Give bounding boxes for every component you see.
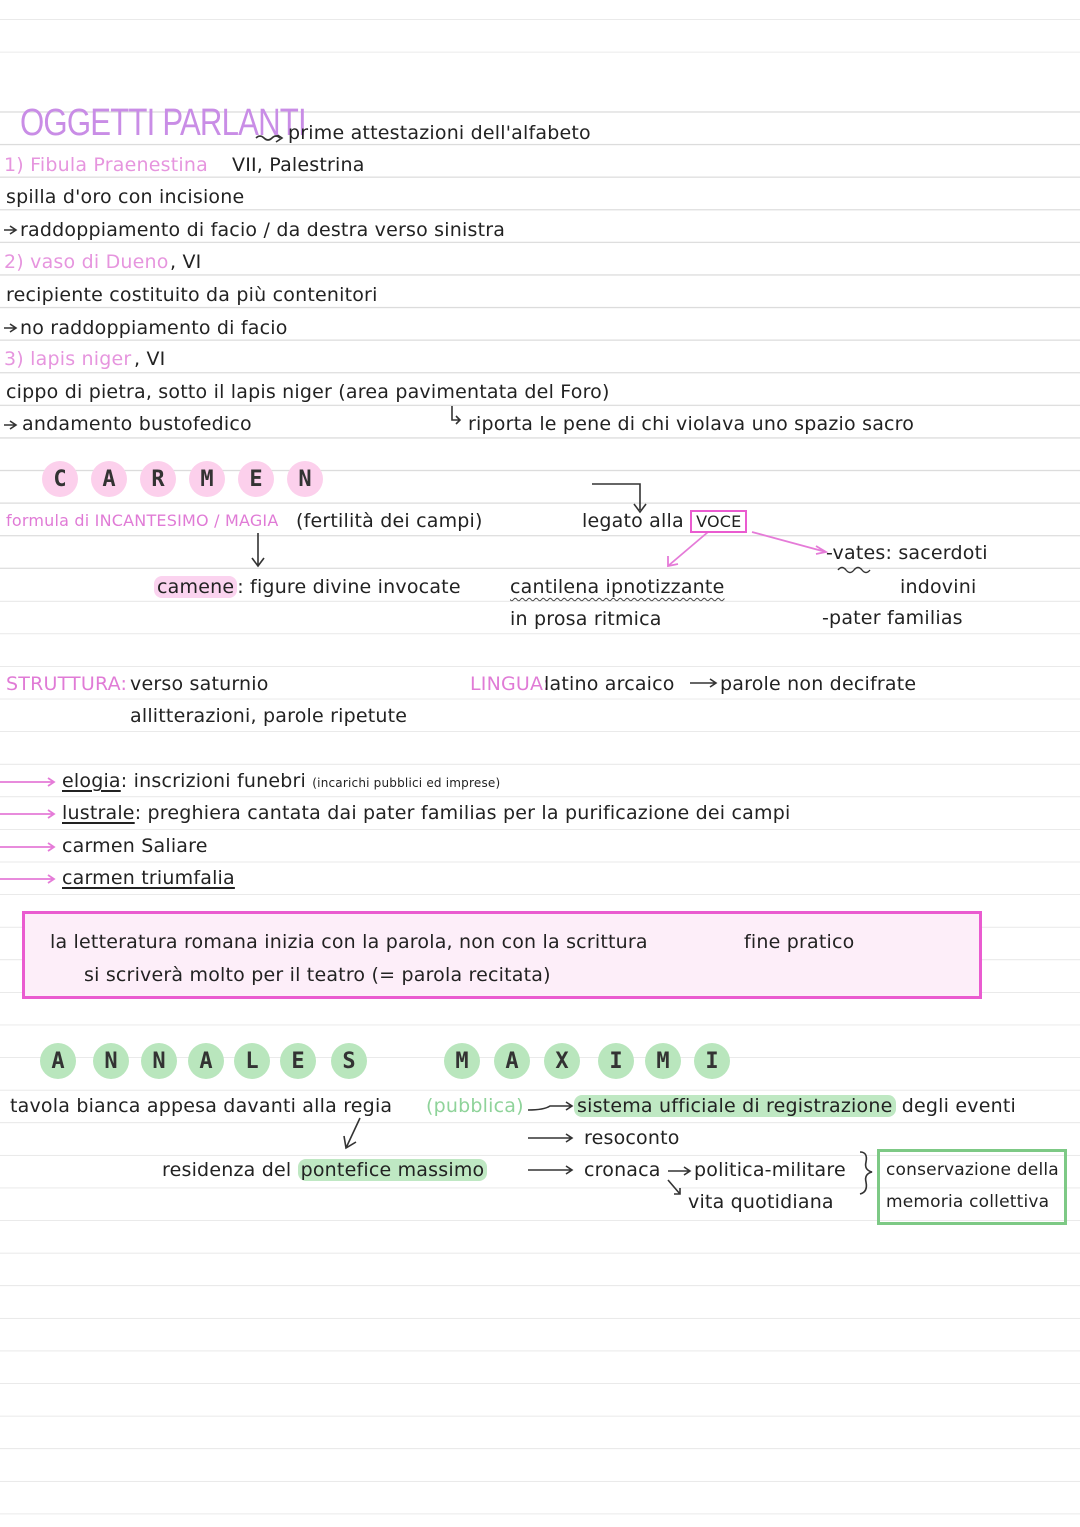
lingua-1: latino arcaico bbox=[544, 673, 675, 695]
cronaca: cronaca bbox=[584, 1159, 661, 1181]
pubblica: (pubblica) bbox=[426, 1095, 524, 1117]
struttura-label: STRUTTURA: bbox=[6, 673, 128, 695]
title-note: prime attestazioni dell'alfabeto bbox=[288, 122, 591, 144]
cantilena: cantilena ipnotizzante bbox=[510, 576, 725, 598]
prosa: in prosa ritmica bbox=[510, 608, 662, 630]
annales-letter: A bbox=[188, 1043, 224, 1079]
conservazione-2: memoria collettiva bbox=[886, 1192, 1050, 1212]
carmen-formula-note: (fertilità dei campi) bbox=[296, 510, 483, 532]
item3-meta: , VI bbox=[134, 348, 166, 370]
maximi-letter: I bbox=[694, 1043, 730, 1079]
annales-letter: N bbox=[93, 1043, 129, 1079]
vates: vates bbox=[832, 542, 886, 564]
maximi-letter: X bbox=[544, 1043, 580, 1079]
carmen-letter: R bbox=[140, 461, 176, 497]
item2-meta: , VI bbox=[170, 251, 202, 273]
type-name: carmen Saliare bbox=[62, 835, 208, 857]
pater-familias: -pater familias bbox=[822, 607, 963, 629]
politica: politica-militare bbox=[694, 1159, 846, 1181]
type-lustrale bbox=[62, 801, 790, 825]
legato-row bbox=[582, 509, 747, 534]
item3-branch: riporta le pene di chi violava uno spazio sacro bbox=[468, 413, 915, 435]
carmen-letter: M bbox=[189, 461, 225, 497]
maximi-letter: A bbox=[494, 1043, 530, 1079]
pontefice: pontefice massimo bbox=[298, 1159, 488, 1181]
maximi-letter: M bbox=[444, 1043, 480, 1079]
residenza-row bbox=[162, 1158, 487, 1182]
annales-letter: S bbox=[331, 1043, 367, 1079]
item2-name: 2) vaso di Dueno bbox=[4, 251, 169, 273]
lingua-label: LINGUA: bbox=[470, 673, 550, 695]
maximi-letter: M bbox=[645, 1043, 681, 1079]
item1-note: raddoppiamento di facio / da destra verso sinistra bbox=[20, 219, 506, 241]
camene-row bbox=[154, 575, 461, 599]
vita: vita quotidiana bbox=[688, 1191, 834, 1213]
item1-meta: VII, Palestrina bbox=[232, 154, 365, 176]
annales-letter: L bbox=[234, 1043, 270, 1079]
annales-letter: N bbox=[141, 1043, 177, 1079]
box-line1-end: fine pratico bbox=[744, 931, 855, 953]
item2-note: no raddoppiamento di facio bbox=[20, 317, 288, 339]
vates-desc: : sacerdoti bbox=[885, 542, 988, 564]
type-triumfalia bbox=[62, 866, 235, 890]
type-name: elogia bbox=[62, 770, 121, 792]
page-title: OGGETTI PARLANTI bbox=[20, 102, 306, 144]
type-elogia bbox=[62, 769, 500, 795]
struttura-1: verso saturnio bbox=[130, 673, 269, 695]
type-desc: : inscrizioni funebri bbox=[120, 770, 307, 792]
carmen-letter: N bbox=[287, 461, 323, 497]
box-line2: si scriverà molto per il teatro (= parola recitata) bbox=[84, 964, 551, 986]
carmen-formula: formula di INCANTESIMO / MAGIA bbox=[6, 511, 279, 530]
tavola: tavola bianca appesa davanti alla regia bbox=[10, 1095, 393, 1117]
legato-text: legato alla bbox=[582, 510, 684, 532]
item1-desc: spilla d'oro con incisione bbox=[6, 186, 245, 208]
type-small: (incarichi pubblici ed imprese) bbox=[312, 776, 501, 790]
annales-letter: E bbox=[280, 1043, 316, 1079]
resoconto: resoconto bbox=[584, 1127, 680, 1149]
residenza: residenza del bbox=[162, 1159, 292, 1181]
vates-row: -vates: sacerdoti bbox=[826, 542, 988, 564]
type-name: lustrale bbox=[62, 802, 135, 824]
item3-name: 3) lapis niger bbox=[4, 348, 132, 370]
item3-desc: cippo di pietra, sotto il lapis niger (area pavimentata del Foro) bbox=[6, 381, 610, 403]
carmen-letter: E bbox=[238, 461, 274, 497]
conservazione-1: conservazione della bbox=[886, 1160, 1059, 1180]
box-line1: la letteratura romana inizia con la parola, non con la scrittura bbox=[50, 931, 648, 953]
type-name: carmen triumfalia bbox=[62, 867, 235, 889]
annales-letter: A bbox=[40, 1043, 76, 1079]
item1-name: 1) Fibula Praenestina bbox=[4, 154, 208, 176]
lingua-2: parole non decifrate bbox=[720, 673, 917, 695]
camene-label: camene bbox=[154, 576, 237, 598]
type-saliare bbox=[62, 834, 208, 858]
sistema-row bbox=[574, 1094, 1016, 1118]
type-desc: : preghiera cantata dai pater familias per la purificazione dei campi bbox=[134, 802, 791, 824]
eventi: degli eventi bbox=[901, 1095, 1016, 1117]
struttura-2: allitterazioni, parole ripetute bbox=[130, 705, 408, 727]
item2-desc: recipiente costituito da più contenitori bbox=[6, 284, 378, 306]
sistema: sistema ufficiale di registrazione bbox=[574, 1095, 896, 1117]
voce-box: VOCE bbox=[690, 510, 747, 533]
maximi-letter: I bbox=[598, 1043, 634, 1079]
camene-desc: : figure divine invocate bbox=[237, 576, 461, 598]
item3-note: andamento bustofedico bbox=[22, 413, 252, 435]
carmen-letter: C bbox=[42, 461, 78, 497]
carmen-letter: A bbox=[91, 461, 127, 497]
indovini: indovini bbox=[900, 576, 977, 598]
